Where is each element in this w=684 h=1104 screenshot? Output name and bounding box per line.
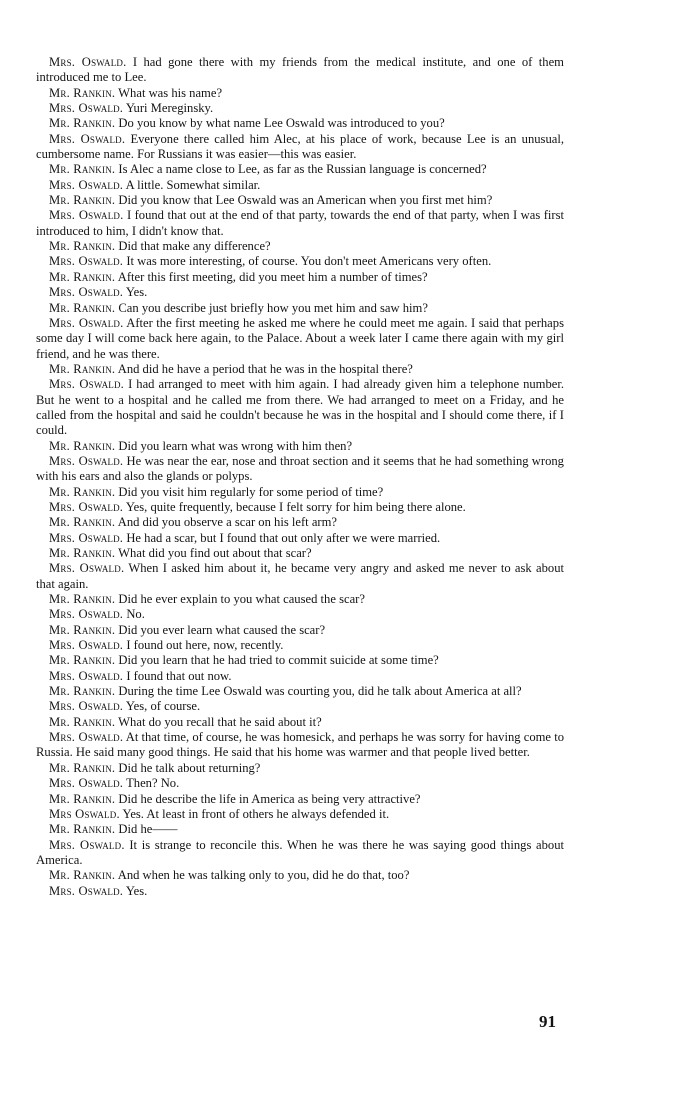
- speaker-name: Mrs. Oswald.: [49, 638, 124, 653]
- speaker-name: Mr. Rankin.: [49, 622, 116, 637]
- testimony-text: Did that make any difference?: [118, 239, 271, 254]
- testimony-paragraph: [36, 208, 564, 239]
- speaker-name: Mr. Rankin.: [49, 193, 116, 208]
- speaker-name: Mr. Rankin.: [49, 239, 116, 254]
- testimony-paragraph: [36, 699, 564, 714]
- testimony-paragraph: [36, 884, 564, 899]
- page-number: 91: [539, 1012, 556, 1031]
- speaker-name: Mrs. Oswald.: [49, 101, 124, 116]
- testimony-text: Yes, quite frequently, because I felt sorry for him being there alone.: [125, 499, 466, 514]
- testimony-paragraph: [36, 546, 564, 561]
- speaker-name: Mr. Rankin.: [49, 116, 116, 131]
- testimony-text: It was more interesting, of course. You don't meet Americans very often.: [126, 254, 492, 269]
- testimony-text: And when he was talking only to you, did he do that, too?: [117, 868, 410, 883]
- testimony-text: Did he——: [118, 822, 178, 837]
- testimony-paragraph: [36, 316, 564, 362]
- speaker-name: Mrs. Oswald.: [49, 208, 124, 223]
- speaker-name: Mrs. Oswald.: [49, 530, 124, 545]
- testimony-paragraph: [36, 86, 564, 101]
- speaker-name: Mrs. Oswald.: [49, 561, 125, 576]
- testimony-text: Yes.: [125, 883, 148, 898]
- testimony-paragraph: [36, 730, 564, 761]
- speaker-name: Mr. Rankin.: [49, 515, 116, 530]
- testimony-paragraph: [36, 653, 564, 668]
- speaker-name: Mr. Rankin.: [49, 822, 116, 837]
- testimony-paragraph: [36, 454, 564, 485]
- testimony-text: He had a scar, but I found that out only after we were married.: [126, 530, 441, 545]
- testimony-paragraph: [36, 377, 564, 438]
- testimony-paragraph: [36, 669, 564, 684]
- testimony-paragraph: [36, 868, 564, 883]
- testimony-text: When I asked him about it, he became very angry and asked me never to ask about that again.: [36, 561, 564, 591]
- speaker-name: Mr. Rankin.: [49, 868, 116, 883]
- testimony-text: What did you find out about that scar?: [118, 546, 312, 560]
- testimony-paragraph: [36, 270, 564, 285]
- testimony-paragraph: [36, 132, 564, 163]
- testimony-paragraph: [36, 55, 564, 86]
- testimony-paragraph: [36, 485, 564, 500]
- testimony-paragraph: [36, 193, 564, 208]
- testimony-text: After this first meeting, did you meet him a number of times?: [117, 269, 428, 284]
- testimony-text: Can you describe just briefly how you met him and saw him?: [118, 300, 428, 315]
- testimony-paragraph: [36, 254, 564, 269]
- speaker-name: Mr. Rankin.: [49, 653, 116, 668]
- testimony-paragraph: [36, 684, 564, 699]
- speaker-name: Mrs. Oswald.: [49, 285, 124, 300]
- speaker-name: Mr. Rankin.: [49, 791, 116, 806]
- testimony-paragraph: [36, 792, 564, 807]
- speaker-name: Mr. Rankin.: [49, 684, 116, 699]
- testimony-paragraph: [36, 515, 564, 530]
- testimony-text: Yes. At least in front of others he always defended it.: [122, 806, 390, 821]
- speaker-name: Mr. Rankin.: [49, 714, 116, 729]
- testimony-paragraph: [36, 761, 564, 776]
- testimony-text: I found that out now.: [126, 668, 232, 683]
- speaker-name: Mr. Rankin.: [49, 438, 116, 453]
- speaker-name: Mr. Rankin.: [49, 592, 116, 607]
- speaker-name: Mrs. Oswald.: [49, 837, 125, 852]
- testimony-text: He was near the ear, nose and throat section and it seems that he had something wrong with his ears and also the glands or polyps.: [36, 453, 564, 484]
- speaker-name: Mrs. Oswald.: [49, 453, 124, 468]
- testimony-text: Then? No.: [126, 776, 180, 791]
- speaker-name: Mrs. Oswald.: [49, 499, 124, 514]
- testimony-paragraph: [36, 807, 564, 822]
- speaker-name: Mr. Rankin.: [49, 162, 116, 177]
- speaker-name: Mrs. Oswald.: [49, 55, 127, 69]
- speaker-name: Mrs. Oswald.: [49, 699, 124, 714]
- testimony-text: Did you learn that he had tried to commit suicide at some time?: [118, 653, 439, 668]
- testimony-text: And did you observe a scar on his left arm?: [117, 515, 337, 530]
- speaker-name: Mrs. Oswald.: [49, 377, 125, 392]
- testimony-text: Yes.: [125, 285, 148, 300]
- testimony-text: Yes, of course.: [125, 699, 201, 714]
- speaker-name: Mrs. Oswald.: [49, 607, 124, 622]
- testimony-paragraph: [36, 439, 564, 454]
- testimony-paragraph: [36, 500, 564, 515]
- testimony-text: Everyone there called him Alec, at his place of work, because Lee is an unusual, cumbersome name. For Russians it was easier—this was easier.: [36, 131, 564, 162]
- testimony-text: A little. Somewhat similar.: [125, 177, 261, 192]
- testimony-paragraph: [36, 838, 564, 869]
- testimony-text: At that time, of course, he was homesick, and perhaps he was sorry for having come to Russia. He said many good things. He said that his home was warmer and that people lived better.: [36, 730, 564, 760]
- speaker-name: Mrs. Oswald.: [49, 776, 124, 791]
- speaker-name: Mr. Rankin.: [49, 484, 116, 499]
- testimony-text: I had gone there with my friends from the medical institute, and one of them introduced me to Lee.: [36, 55, 564, 85]
- testimony-paragraph: [36, 239, 564, 254]
- speaker-name: Mrs. Oswald.: [49, 131, 126, 146]
- testimony-text: I found that out at the end of that party, towards the end of that party, when I was first introduced to him, I didn't know that.: [36, 208, 564, 238]
- testimony-text: Did he ever explain to you what caused the scar?: [118, 592, 365, 607]
- testimony-paragraph: [36, 301, 564, 316]
- speaker-name: Mr. Rankin.: [49, 546, 116, 560]
- testimony-text: After the first meeting he asked me where he could meet me again. I said that perhaps some day I will come back here again, to the Palace. About a week later I came there again with my girl friend, and he was there.: [36, 315, 564, 361]
- testimony-paragraph: [36, 101, 564, 116]
- speaker-name: Mrs. Oswald.: [49, 883, 124, 898]
- testimony-paragraph: [36, 116, 564, 131]
- testimony-text: What do you recall that he said about it?: [118, 714, 322, 729]
- testimony-paragraph: [36, 607, 564, 622]
- speaker-name: Mrs. Oswald.: [49, 730, 124, 745]
- testimony-paragraph: [36, 623, 564, 638]
- transcript-body: [36, 55, 564, 899]
- testimony-paragraph: [36, 776, 564, 791]
- testimony-paragraph: [36, 531, 564, 546]
- testimony-text: What was his name?: [118, 85, 223, 100]
- testimony-paragraph: [36, 178, 564, 193]
- testimony-text: Did he talk about returning?: [118, 760, 261, 775]
- speaker-name: Mrs. Oswald.: [49, 668, 124, 683]
- testimony-text: During the time Lee Oswald was courting you, did he talk about America at all?: [118, 684, 522, 699]
- testimony-text: Did you learn what was wrong with him then?: [118, 438, 353, 453]
- testimony-paragraph: [36, 638, 564, 653]
- testimony-paragraph: [36, 285, 564, 300]
- speaker-name: Mrs. Oswald.: [49, 315, 124, 330]
- testimony-text: It is strange to reconcile this. When he was there he was saying good things about America.: [36, 837, 564, 867]
- speaker-name: Mr. Rankin.: [49, 269, 116, 284]
- testimony-paragraph: [36, 561, 564, 592]
- testimony-paragraph: [36, 592, 564, 607]
- testimony-paragraph: [36, 362, 564, 377]
- testimony-text: Did you know that Lee Oswald was an American when you first met him?: [118, 193, 493, 208]
- testimony-text: Is Alec a name close to Lee, as far as the Russian language is concerned?: [118, 162, 487, 177]
- testimony-text: No.: [126, 607, 145, 622]
- testimony-text: I found out here, now, recently.: [126, 638, 284, 653]
- testimony-text: Did you visit him regularly for some period of time?: [118, 484, 384, 499]
- speaker-name: Mr. Rankin.: [49, 760, 116, 775]
- speaker-name: Mr. Rankin.: [49, 85, 116, 100]
- speaker-name: Mr. Rankin.: [49, 361, 116, 376]
- testimony-text: Did he describe the life in America as being very attractive?: [118, 791, 421, 806]
- testimony-paragraph: [36, 162, 564, 177]
- speaker-name: Mr. Rankin.: [49, 300, 116, 315]
- speaker-name: Mrs. Oswald.: [49, 254, 124, 269]
- testimony-text: Do you know by what name Lee Oswald was introduced to you?: [118, 116, 445, 131]
- testimony-text: And did he have a period that he was in the hospital there?: [117, 361, 413, 376]
- testimony-paragraph: [36, 715, 564, 730]
- testimony-text: I had arranged to meet with him again. I had already given him a telephone number. But he went to a hospital and he called me from there. We had arranged to meet on a Friday, and he called from the hospital and said he couldn't because he was in the hospital and I should come there, if I could.: [36, 377, 564, 438]
- testimony-text: Did you ever learn what caused the scar?: [118, 622, 326, 637]
- testimony-text: Yuri Mereginsky.: [125, 101, 214, 116]
- speaker-name: Mrs Oswald.: [49, 806, 120, 821]
- speaker-name: Mrs. Oswald.: [49, 177, 124, 192]
- testimony-paragraph: [36, 822, 564, 837]
